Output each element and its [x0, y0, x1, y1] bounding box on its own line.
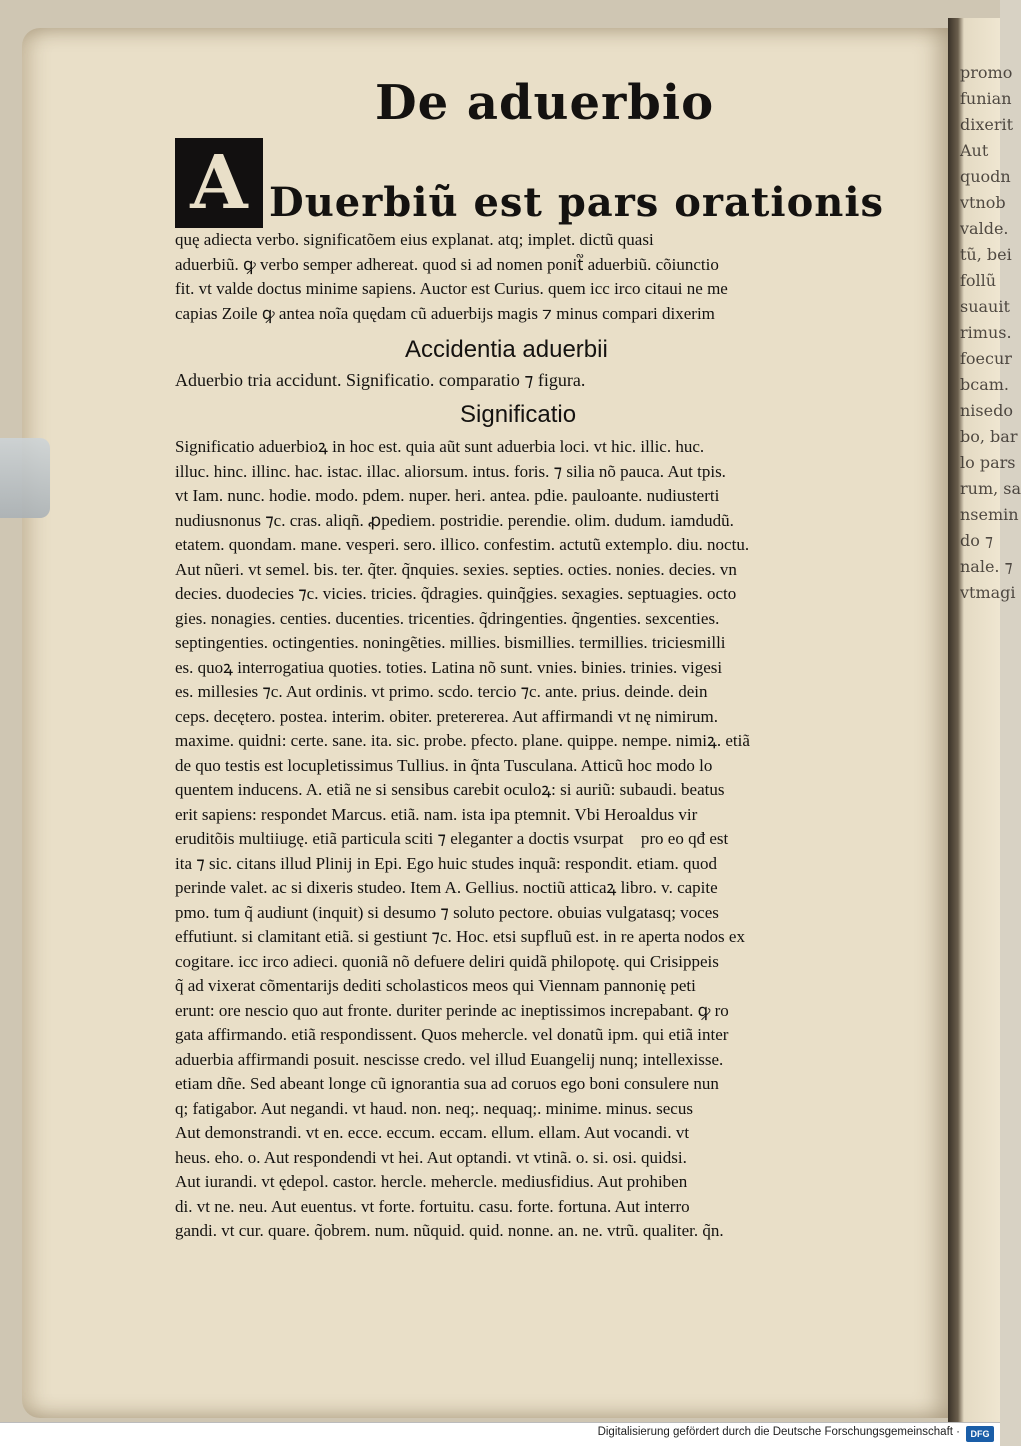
intro-paragraph [175, 228, 895, 326]
main-line: Significatio aduerbioꝝ in hoc est. quia aũt sunt aduerbia loci. vt hic. illic. huc. [175, 437, 705, 456]
main-line: heus. eho. o. Aut respondendi vt hei. Aut optandi. vt vtinã. o. si. osi. quidsi. [175, 1147, 687, 1167]
main-line: Aut nũeri. vt semel. bis. ter. q̃ter. q̃nquies. sexies. septies. octies. nonies. decies. vn [175, 559, 737, 579]
main-line: es. millesies ⁊c. Aut ordinis. vt primo. scdo. tercio ⁊c. ante. prius. deinde. dein [175, 682, 708, 701]
intro-line: quę adiecta verbo. significatõem eius explanat. atq; implet. dictũ quasi [175, 230, 654, 249]
digitization-footer [0, 1422, 1000, 1446]
main-line: vt Iam. nunc. hodie. modo. pdem. nuper. heri. antea. pdie. pauloante. nudiusterti [175, 486, 720, 505]
main-line: es. quoꝝ interrogatiua quoties. toties. Latina nõ sunt. vnies. binies. trinies. vigesi [175, 657, 723, 677]
main-line: di. vt ne. neu. Aut euentus. vt forte. fortuitu. casu. forte. fortuna. Aut interro [175, 1196, 690, 1216]
main-line: cogitare. icc irco adieci. quoniã nõ defuere deliri quidã philopotę. qui Crisippeis [175, 951, 719, 971]
main-line: gies. nonagies. centies. ducenties. tricenties. q̃dringenties. q̃ngenties. sexcenties. [175, 608, 720, 628]
main-line: illuc. hinc. illinc. hac. istac. illac. aliorsum. intus. foris. ⁊ silia nõ pauca. Aut tpis. [175, 461, 726, 481]
intro-line: capias Zoile ꝙ antea noĩa quędam cũ aduerbijs magis ⁊ minus compari dixerim [175, 303, 715, 323]
footer-credit: Digitalisierung gefördert durch die Deutsche Forschungsgemeinschaft · [597, 1426, 960, 1438]
main-line: nudiusnonus ⁊c. cras. aliqñ. ꝓpediem. postridie. perendie. olim. dudum. iamdudũ. [175, 510, 734, 530]
main-line: q̃ ad vixerat cõmentarijs dediti scholasticos meos qui Viennam pannonię peti [175, 976, 696, 995]
section-title-accidentia: Accidentia aduerbii [405, 336, 608, 363]
decorated-initial: A [175, 138, 263, 228]
intro-line: fit. vt valde doctus minime sapiens. Auctor est Curius. quem icc irco citaui ne me [175, 279, 728, 298]
main-line: effutiunt. si clamitant etiã. si gestiunt ⁊c. Hoc. etsi supfluũ est. in re aperta nodos ex [175, 927, 745, 946]
main-line: erunt: ore nescio quo aut fronte. duriter perinde ac ineptissimos increpabant. ꝙ ro [175, 1000, 729, 1020]
facing-page-text-fragments: promo funian dixerit Aut quodn vtnob valde. tũ, bei follũ suauit rimus. foecur bcam. nisedo bo, bar lo pars rum, sa nsemin do ⁊ nale. ⁊ vtmagi [960, 63, 1021, 602]
main-line: erit sapiens: respondet Marcus. etiã. nam. ista ipa ptemnit. Vbi Heroaldus vir [175, 804, 698, 824]
main-line: ita ⁊ sic. citans illud Plinij in Epi. Ego huic studes inquã: respondit. etiam. quod [175, 853, 717, 873]
main-line: maxime. quidni: certe. sane. ita. sic. probe. pfecto. plane. quippe. nempe. nimiꝝ. etiã [175, 731, 750, 750]
chapter-heading: De aduerbio [375, 75, 715, 131]
section-title-significatio: Significatio [460, 401, 577, 428]
main-line: Aut iurandi. vt ędepol. castor. hercle. mehercle. mediusfidius. Aut prohiben [175, 1172, 688, 1191]
main-line: gata affirmando. etiã respondissent. Quos mehercle. vel donatũ ipm. qui etiã inter [175, 1025, 729, 1044]
dfg-logo: DFG [966, 1426, 994, 1442]
main-line: pmo. tum q̃ audiunt (inquit) si desumo ⁊ soluto pectore. obuias vulgatasq; voces [175, 902, 719, 922]
page-content [175, 70, 895, 1244]
accidentia-line: Aduerbio tria accidunt. Significatio. comparatio ⁊ figura. [175, 370, 586, 390]
bookmark-strip [0, 438, 50, 518]
main-line: eruditõis multiiugę. etiã particula sciti ⁊ eleganter a doctis vsurpat᷑ pro eo qđ est [175, 829, 729, 848]
main-line: de quo testis est locupletissimus Tullius. in q̃nta Tusculana. Atticũ hoc modo lo [175, 755, 713, 775]
lead-line [175, 138, 895, 228]
main-line: decies. duodecies ⁊c. vicies. tricies. q̃dragies. quinq̃gies. sexagies. septuagies. octo [175, 584, 737, 603]
main-line: ceps. decętero. postea. interim. obiter. pretererea. Aut affirmandi vt nę nimirum. [175, 706, 719, 726]
intro-line: aduerbiũ. ꝙ verbo semper adhereat. quod si ad nomen ponit᷑ aduerbiũ. cõiunctio [175, 254, 719, 274]
main-line: Aut demonstrandi. vt en. ecce. eccum. eccam. ellum. ellam. Aut vocandi. vt [175, 1123, 690, 1142]
main-paragraph [175, 435, 895, 1244]
main-line: septingenties. octingenties. noningẽties. millies. bismillies. termillies. triciesmilli [175, 633, 726, 652]
main-line: etiam dñe. Sed abeant longe cũ ignorantia sua ad coruos ego boni consulere nun [175, 1074, 719, 1093]
main-line: etatem. quondam. mane. vesperi. sero. illico. confestim. actutũ extemplo. diu. noctu. [175, 535, 750, 554]
lead-text: Duerbiũ est pars orationis [269, 179, 885, 226]
main-line: quentem inducens. A. etiã ne si sensibus carebit oculoꝝ: si auriũ: subaudi. beatus [175, 780, 725, 799]
main-line: perinde valet. ac si dixeris studeo. Item A. Gellius. noctiũ atticaꝝ libro. v. capite [175, 878, 718, 897]
main-line: aduerbia affirmandi posuit. nescisse credo. vel illud Euangelij nunq; intellexisse. [175, 1049, 724, 1069]
main-line: q; fatigabor. Aut negandi. vt haud. non. neq;. nequaq;. minime. minus. secus [175, 1098, 693, 1118]
main-line: gandi. vt cur. quare. q̃obrem. num. nũquid. quid. nonne. an. ne. vtrũ. qualiter. q̃n. [175, 1221, 724, 1240]
